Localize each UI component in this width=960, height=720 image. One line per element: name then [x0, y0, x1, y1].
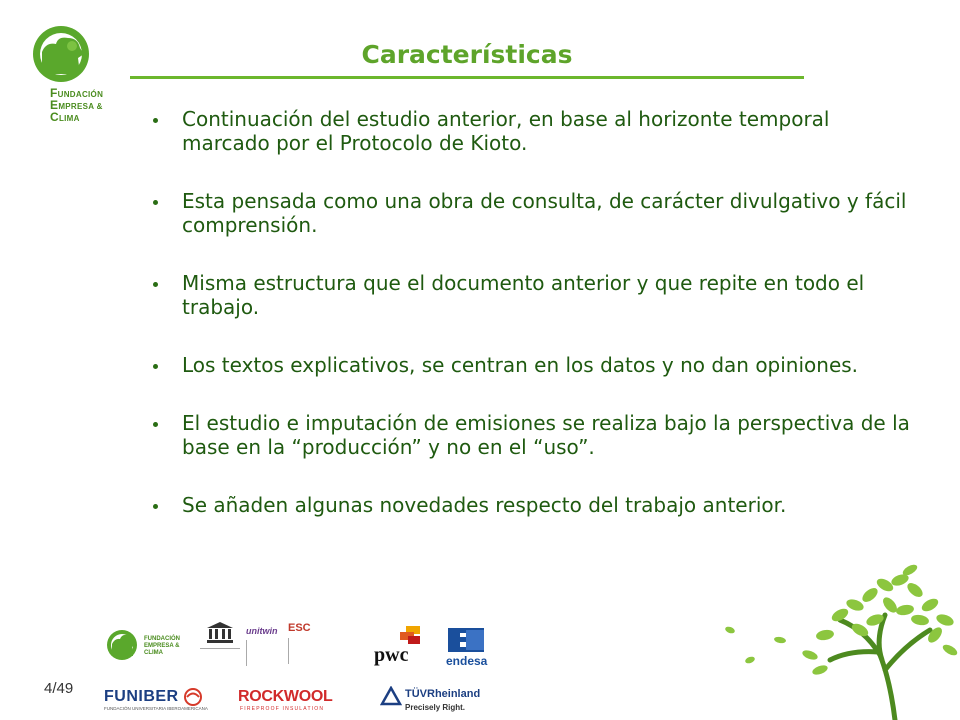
- endesa-e-icon: [448, 628, 486, 652]
- sponsor-logos: [0, 600, 960, 720]
- tuv-subtitle: Precisely Right.: [405, 703, 466, 712]
- slide-title: Características: [361, 40, 573, 69]
- logo-wordmark: [50, 88, 103, 124]
- tuv-logo: TÜVRheinland: [405, 688, 481, 700]
- bullet-dot-icon: [153, 364, 158, 369]
- tuv-triangle-icon: [380, 686, 402, 706]
- title-underline: [130, 76, 804, 79]
- logo-letter-f: F: [50, 86, 58, 100]
- bullet-item: [150, 107, 910, 155]
- bullet-list: [150, 107, 910, 551]
- logo-line-3: LIMA: [58, 114, 80, 123]
- esc-caption: [288, 638, 329, 664]
- unesco-caption: [200, 648, 240, 671]
- fundacion-small-logo-icon: [105, 628, 141, 662]
- pwc-logo: pwc: [374, 644, 409, 666]
- bullet-text: Esta pensada como una obra de consulta, de carácter divulgativo y fácil comprensión.: [182, 189, 907, 237]
- unesco-temple-icon: [205, 620, 235, 644]
- logo-letter-c: C: [50, 110, 59, 124]
- bullet-item: [150, 493, 910, 517]
- bullet-text: Se añaden algunas novedades respecto del trabajo anterior.: [182, 493, 787, 517]
- bullet-dot-icon: [153, 118, 158, 123]
- bullet-text: Continuación del estudio anterior, en base al horizonte temporal marcado por el Protocolo de Kioto.: [182, 107, 830, 155]
- bullet-item: [150, 271, 910, 319]
- funiber-globe-icon: [183, 688, 203, 706]
- bullet-text: Los textos explicativos, se centran en los datos y no dan opiniones.: [182, 353, 859, 377]
- fundacion-emblem-icon: [28, 24, 98, 84]
- logo-line-2: MPRESA &: [58, 102, 103, 111]
- bullet-item: [150, 411, 910, 459]
- bullet-item: [150, 189, 910, 237]
- funiber-logo: FUNIBER: [104, 688, 179, 705]
- bullet-dot-icon: [153, 504, 158, 509]
- esc-logo: ESC: [288, 622, 311, 634]
- rockwool-subtitle: FIREPROOF INSULATION: [240, 706, 325, 712]
- funiber-subtitle: FUNDACIÓN UNIVERSITARIA IBEROAMERICANA: [104, 706, 208, 711]
- pwc-blocks-icon: [396, 626, 422, 646]
- bullet-dot-icon: [153, 422, 158, 427]
- logo-letter-e: E: [50, 98, 59, 112]
- rockwool-logo: ROCKWOOL: [238, 688, 333, 705]
- page-number: 4/49: [44, 680, 74, 697]
- unitwin-caption: [246, 640, 283, 666]
- fundacion-small-text: FUNDACIÓN EMPRESA & CLIMA: [144, 636, 180, 656]
- logo-line-1: UNDACIÓN: [57, 90, 104, 99]
- unitwin-logo: unitwin: [246, 626, 278, 636]
- endesa-logo: endesa: [446, 654, 488, 668]
- bullet-item: [150, 353, 910, 377]
- bullet-text: El estudio e imputación de emisiones se realiza bajo la perspectiva de la base en la “producción” y no en el “uso”.: [182, 411, 910, 459]
- bullet-dot-icon: [153, 200, 158, 205]
- bullet-text: Misma estructura que el documento anterior y que repite en todo el trabajo.: [182, 271, 865, 319]
- bullet-dot-icon: [153, 282, 158, 287]
